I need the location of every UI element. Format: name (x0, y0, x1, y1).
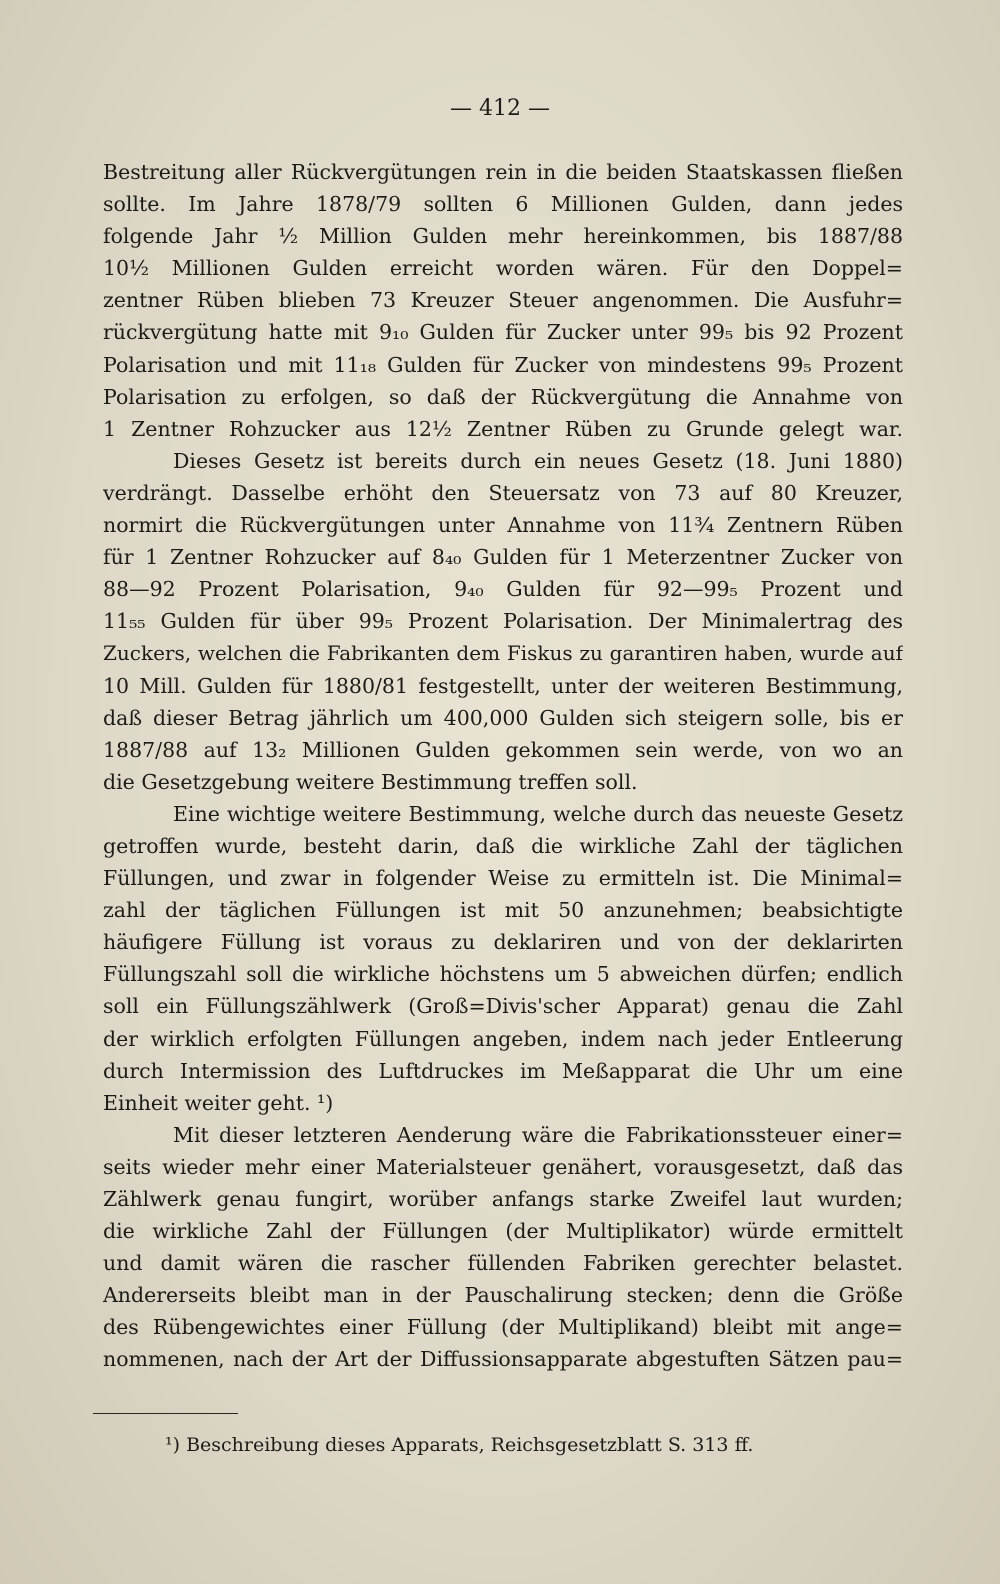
text-line: soll ein Füllungszählwerk (Groß=Divis'scher Apparat) genau die Zahl (103, 994, 903, 1019)
text-line: Dieses Gesetz ist bereits durch ein neues Gesetz (18. Juni 1880) (173, 448, 903, 473)
text-line: 10½ Millionen Gulden erreicht worden wären. Für den Doppel= (103, 256, 903, 281)
text-line: Andererseits bleibt man in der Pauschalirung stecken; denn die Größe (103, 1283, 903, 1308)
text-line: die wirkliche Zahl der Füllungen (der Multiplikator) würde ermittelt (103, 1219, 903, 1244)
text-line: des Rübengewichtes einer Füllung (der Multiplikand) bleibt mit ange= (103, 1315, 903, 1340)
text-line: der wirklich erfolgten Füllungen angeben, indem nach jeder Entleerung (103, 1026, 903, 1051)
body-text (103, 156, 903, 1376)
text-line: Polarisation zu erfolgen, so daß der Rückvergütung die Annahme von (103, 384, 903, 409)
text-line: verdrängt. Dasselbe erhöht den Steuersatz von 73 auf 80 Kreuzer, (103, 480, 903, 505)
text-line: für 1 Zentner Rohzucker auf 8₄₀ Gulden für 1 Meterzentner Zucker von (103, 545, 903, 570)
text-line: folgende Jahr ½ Million Gulden mehr hereinkommen, bis 1887/88 (103, 224, 903, 249)
text-line: Bestreitung aller Rückvergütungen rein in die beiden Staatskassen fließen (103, 160, 903, 184)
text-line: Eine wichtige weitere Bestimmung, welche durch das neueste Gesetz (173, 801, 903, 826)
text-line: nommenen, nach der Art der Diffussionsapparate abgestuften Sätzen pau= (103, 1347, 903, 1372)
text-line: 10 Mill. Gulden für 1880/81 festgestellt, unter der weiteren Bestimmung, (103, 673, 903, 698)
text-line: daß dieser Betrag jährlich um 400,000 Gulden sich steigern solle, bis er (103, 705, 903, 730)
text-line: Mit dieser letzteren Aenderung wäre die Fabrikationssteuer einer= (173, 1122, 903, 1147)
text-line: die Gesetzgebung weitere Bestimmung treffen soll. (103, 769, 638, 794)
footnote-divider (93, 1413, 238, 1414)
text-line: Füllungszahl soll die wirkliche höchstens um 5 abweichen dürfen; endlich (103, 962, 903, 987)
text-line: rückvergütung hatte mit 9₁₀ Gulden für Zucker unter 99₅ bis 92 Prozent (103, 320, 903, 345)
text-line: normirt die Rückvergütungen unter Annahme von 11¾ Zentnern Rüben (103, 513, 903, 538)
text-line: Zuckers, welchen die Fabrikanten dem Fiskus zu garantiren haben, wurde auf (103, 641, 903, 666)
text-line: Polarisation und mit 11₁₈ Gulden für Zucker von mindestens 99₅ Prozent (103, 352, 903, 377)
text-line: 88—92 Prozent Polarisation, 9₄₀ Gulden für 92—99₅ Prozent und (103, 577, 903, 602)
text-line: zahl der täglichen Füllungen ist mit 50 anzunehmen; beabsichtigte (103, 898, 903, 923)
text-line: 1 Zentner Rohzucker aus 12½ Zentner Rüben zu Grunde gelegt war. (103, 416, 903, 441)
text-line: Füllungen, und zwar in folgender Weise zu ermitteln ist. Die Minimal= (103, 866, 903, 891)
text-line: 11₅₅ Gulden für über 99₅ Prozent Polarisation. Der Minimalertrag des (103, 609, 903, 634)
text-line: und damit wären die rascher füllenden Fabriken gerechter belastet. (103, 1251, 903, 1276)
text-line: häufigere Füllung ist voraus zu deklariren und von der deklarirten (103, 930, 903, 955)
text-line: Zählwerk genau fungirt, worüber anfangs starke Zweifel laut wurden; (103, 1187, 903, 1211)
text-line: durch Intermission des Luftdruckes im Meßapparat die Uhr um eine (103, 1058, 903, 1083)
page-number: — 412 — (450, 96, 550, 121)
text-line: 1887/88 auf 13₂ Millionen Gulden gekommen sein werde, von wo an (103, 737, 903, 762)
text-line: seits wieder mehr einer Materialsteuer genähert, vorausgesetzt, daß das (103, 1154, 903, 1179)
text-line: getroffen wurde, besteht darin, daß die wirkliche Zahl der täglichen (103, 833, 903, 858)
text-line: Einheit weiter geht. ¹) (103, 1090, 334, 1115)
footnote: ¹) Beschreibung dieses Apparats, Reichsgesetzblatt S. 313 ff. (165, 1434, 754, 1456)
text-line: sollte. Im Jahre 1878/79 sollten 6 Millionen Gulden, dann jedes (103, 192, 903, 217)
text-line: zentner Rüben blieben 73 Kreuzer Steuer angenommen. Die Ausfuhr= (103, 288, 903, 313)
